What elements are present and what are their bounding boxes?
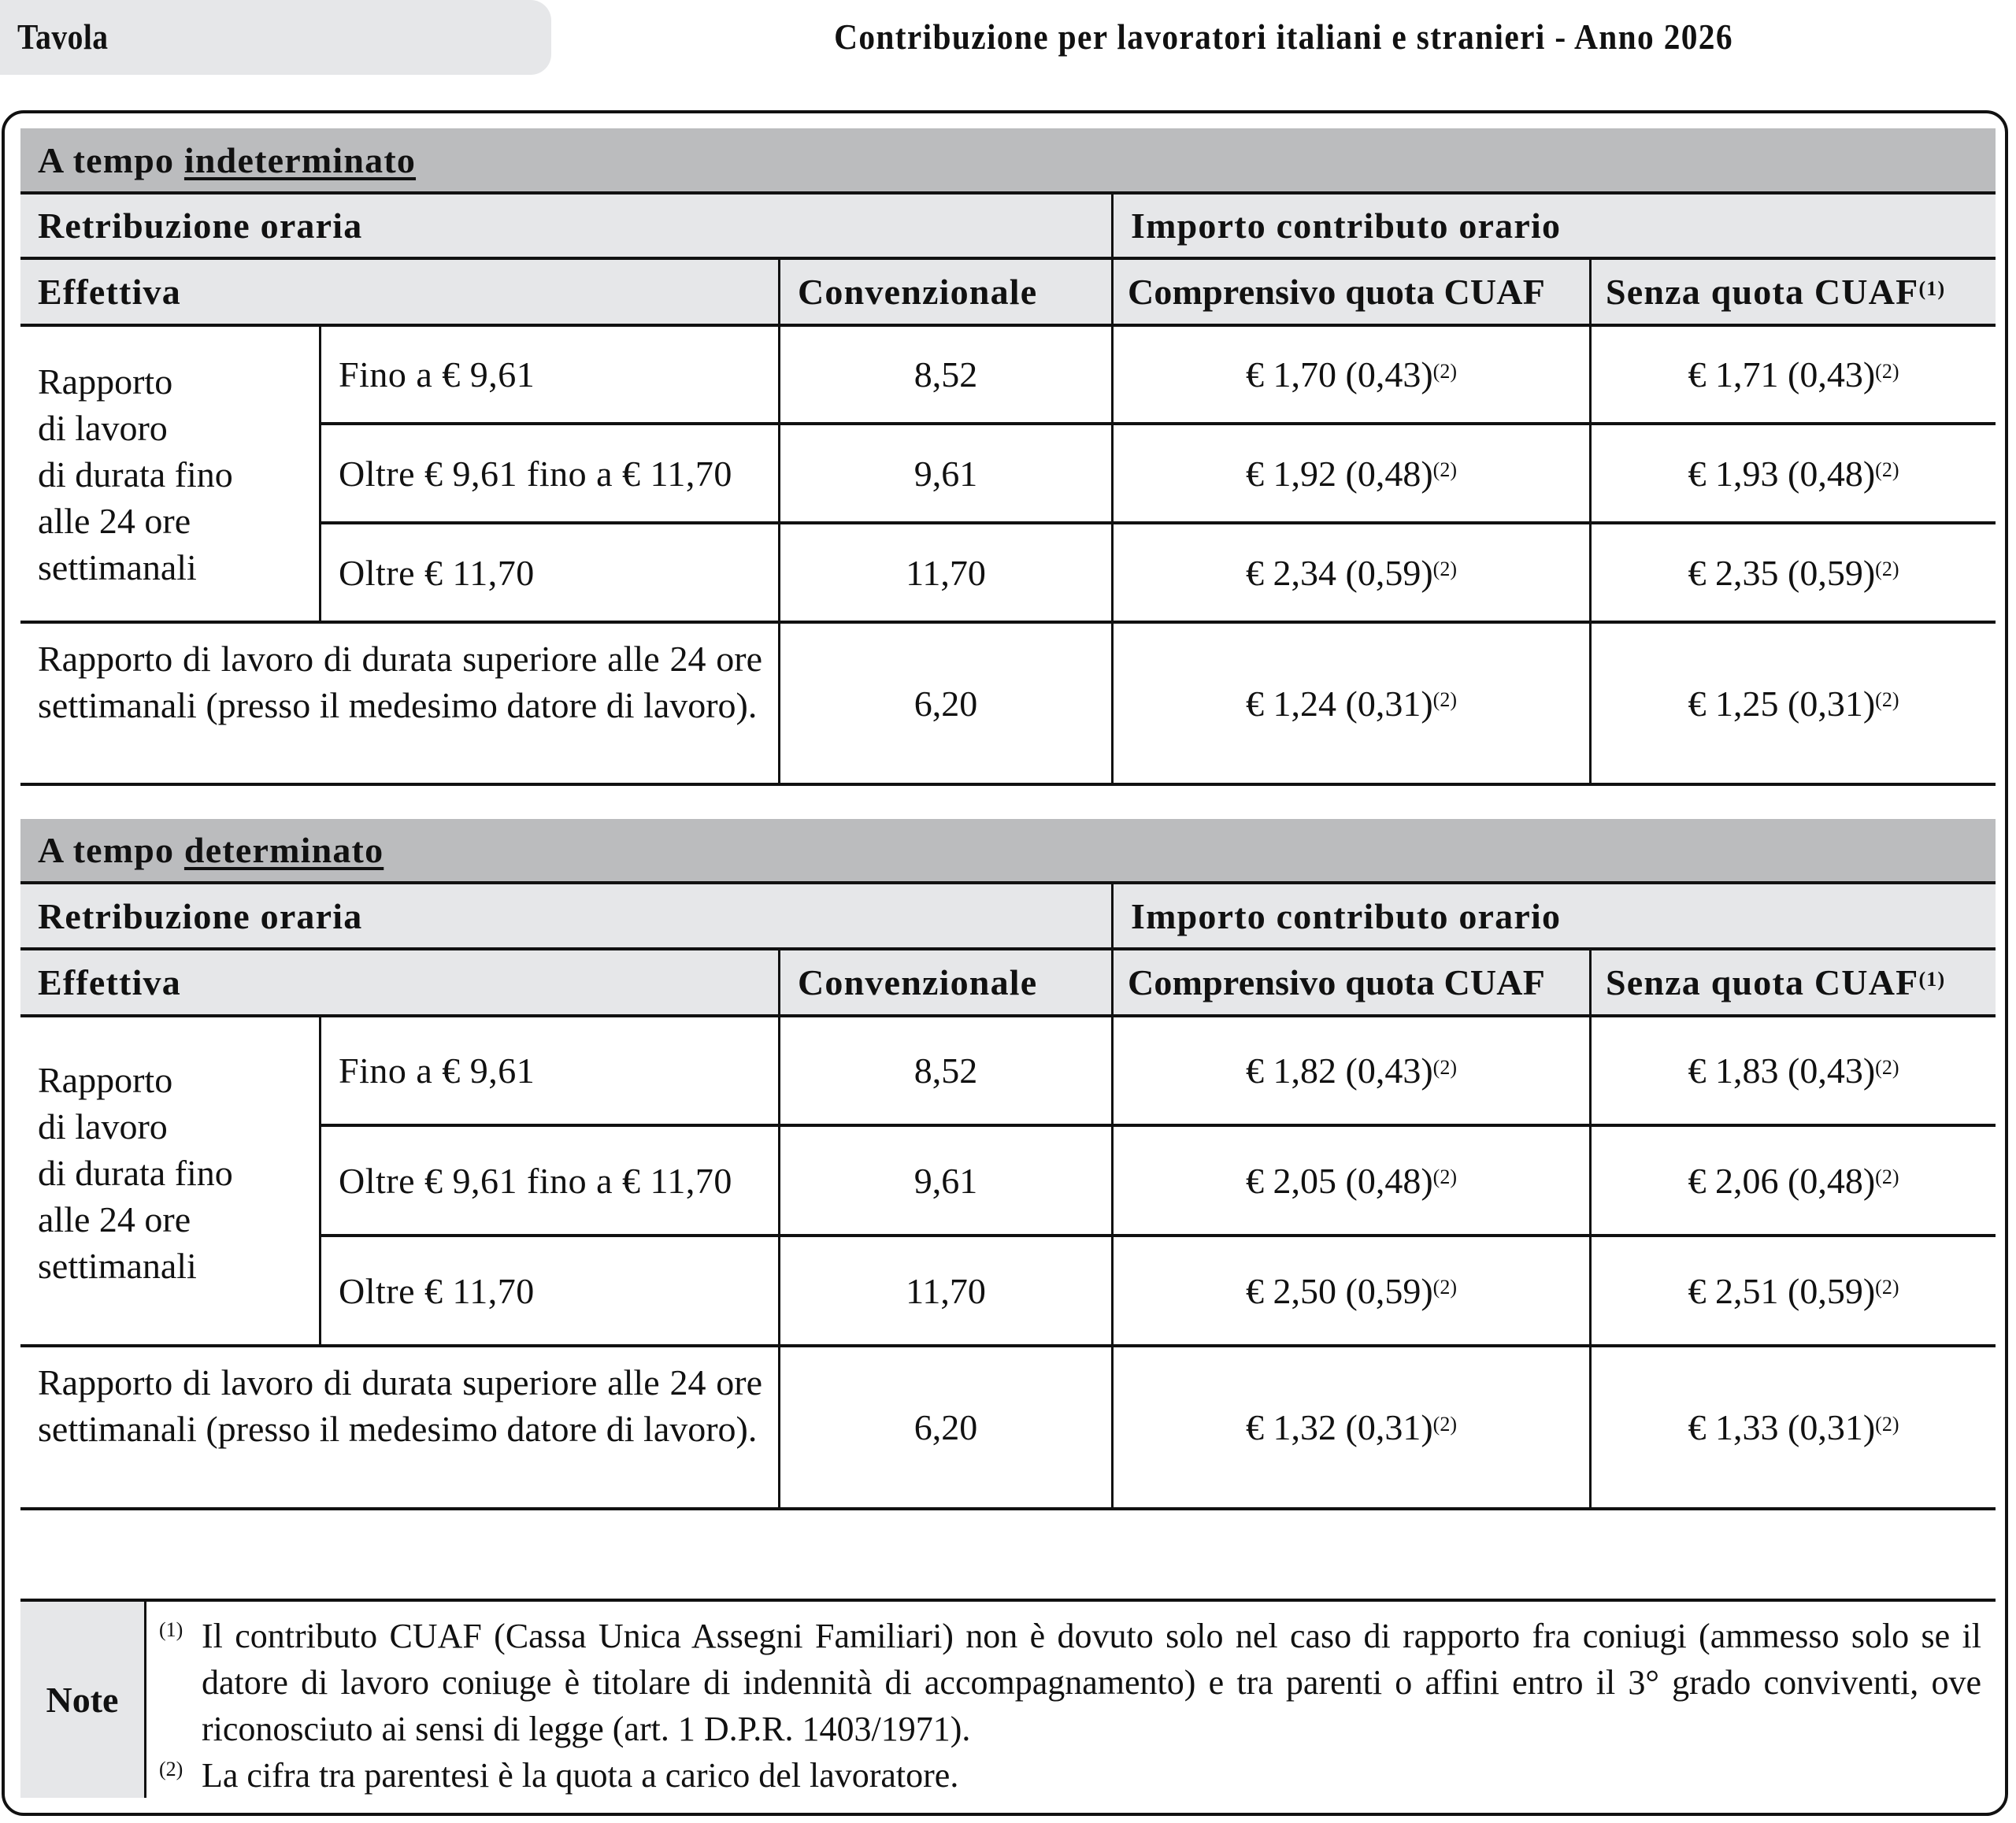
cell-comprensivo: € 2,34 (0,59) (2) xyxy=(1111,524,1589,621)
table-row xyxy=(319,1017,1996,1127)
group-label-line: Rapporto xyxy=(38,1060,173,1100)
cell-convenzionale: 8,52 xyxy=(778,327,1111,422)
header-convenzionale: Convenzionale xyxy=(778,950,1111,1014)
header-senza-cuaf-label: Senza quota CUAF xyxy=(1606,962,1919,1002)
cell-comprensivo: € 1,32 (0,31) (2) xyxy=(1111,1347,1589,1507)
subheader-row-2 xyxy=(20,950,1996,1017)
notes-body xyxy=(159,1613,1981,1799)
cell-effettiva: Oltre € 9,61 fino a € 11,70 xyxy=(319,1127,778,1234)
note-text: Il contributo CUAF (Cassa Unica Assegni Familiari) non è dovuto solo nel caso di rapporto fra coniugi (ammesso solo se il datore di lavoro coniuge è titolare di indennità di accompagnamento) e tra parenti o affini entro il 3° grado conviventi, ove riconosciuto ai sensi di legge (art. 1 D.P.R. 1403/1971). xyxy=(202,1617,1981,1748)
cell-convenzionale: 6,20 xyxy=(778,1347,1111,1507)
group-label-line: alle 24 ore xyxy=(38,1199,191,1239)
cell-convenzionale: 11,70 xyxy=(778,524,1111,621)
cell-comprensivo-value: € 1,24 (0,31) xyxy=(1246,683,1433,724)
section-title-underlined: indeterminato xyxy=(183,139,417,180)
table-row xyxy=(319,327,1996,425)
group-label-cell xyxy=(20,1017,319,1347)
group-label-line: alle 24 ore xyxy=(38,501,191,541)
cell-comprensivo-value: € 1,92 (0,48) xyxy=(1246,453,1433,494)
notes-label: Note xyxy=(20,1602,146,1798)
section-header xyxy=(20,128,1996,195)
table-row xyxy=(319,425,1996,524)
cell-comprensivo-value: € 1,32 (0,31) xyxy=(1246,1407,1433,1447)
note-text: La cifra tra parentesi è la quota a carico del lavoratore. xyxy=(202,1756,959,1795)
cell-senza-value: € 2,51 (0,59) xyxy=(1688,1270,1876,1311)
cell-senza-value: € 2,06 (0,48) xyxy=(1688,1160,1876,1201)
header-effettiva: Effettiva xyxy=(38,272,181,312)
header-retribuzione-oraria: Retribuzione oraria xyxy=(38,895,363,936)
cell-senza: € 1,93 (0,48) (2) xyxy=(1589,425,1996,521)
cell-senza-value: € 1,83 (0,43) xyxy=(1688,1050,1876,1091)
cell-effettiva: Oltre € 11,70 xyxy=(319,1237,778,1344)
note-number: (1) xyxy=(159,1618,183,1641)
header-importo-contributo: Importo contributo orario xyxy=(1111,884,1996,947)
cell-convenzionale: 11,70 xyxy=(778,1237,1111,1344)
cell-effettiva: Oltre € 9,61 fino a € 11,70 xyxy=(319,425,778,521)
group-label-line: Rapporto xyxy=(38,361,173,402)
group-label-line: settimanali xyxy=(38,1246,197,1286)
cell-senza: € 1,71 (0,43) (2) xyxy=(1589,327,1996,422)
group-label-line: di durata fino xyxy=(38,454,233,495)
table-section-determinato xyxy=(20,819,1996,1510)
section-title-prefix: A tempo xyxy=(38,830,184,870)
cell-comprensivo-value: € 2,50 (0,59) xyxy=(1246,1270,1433,1311)
cell-senza-value: € 1,93 (0,48) xyxy=(1688,453,1876,494)
subheader-row-1 xyxy=(20,884,1996,950)
header-retribuzione-oraria: Retribuzione oraria xyxy=(38,206,363,246)
cell-senza-value: € 1,25 (0,31) xyxy=(1688,683,1876,724)
header-comprensivo-cuaf: Comprensivo quota CUAF xyxy=(1111,260,1589,324)
cell-convenzionale: 9,61 xyxy=(778,1127,1111,1234)
table-row-over-24h xyxy=(20,624,1996,786)
cell-over-24h-label: Rapporto di lavoro di durata superiore alle 24 ore settimanali (presso il medesimo datore di lavoro). xyxy=(38,1362,762,1449)
cell-comprensivo-value: € 1,70 (0,43) xyxy=(1246,354,1433,395)
cell-over-24h-label: Rapporto di lavoro di durata superiore alle 24 ore settimanali (presso il medesimo datore di lavoro). xyxy=(38,638,762,725)
note-number: (2) xyxy=(159,1758,183,1780)
table-row xyxy=(319,1127,1996,1237)
note-item-2 xyxy=(159,1752,1981,1799)
cell-comprensivo: € 2,05 (0,48) (2) xyxy=(1111,1127,1589,1234)
tavola-label: Tavola xyxy=(17,17,109,57)
cell-senza: € 2,51 (0,59) (2) xyxy=(1589,1237,1996,1344)
cell-convenzionale: 9,61 xyxy=(778,425,1111,521)
header-senza-cuaf-label: Senza quota CUAF xyxy=(1606,272,1919,312)
section-title xyxy=(20,819,1996,881)
cell-comprensivo: € 2,50 (0,59) (2) xyxy=(1111,1237,1589,1344)
cell-effettiva: Fino a € 9,61 xyxy=(319,1017,778,1124)
header-effettiva: Effettiva xyxy=(38,962,181,1002)
header-importo-contributo: Importo contributo orario xyxy=(1111,195,1996,257)
group-label-line: di durata fino xyxy=(38,1153,233,1193)
cell-comprensivo: € 1,24 (0,31) (2) xyxy=(1111,624,1589,783)
table-section-indeterminato xyxy=(20,128,1996,786)
header-senza-cuaf: Senza quota CUAF (1) xyxy=(1589,260,1996,324)
section-title xyxy=(20,128,1996,191)
table-row xyxy=(319,1237,1996,1347)
cell-senza: € 1,83 (0,43) (2) xyxy=(1589,1017,1996,1124)
cell-over-24h-label-wrap xyxy=(20,1347,778,1507)
subheader-row-2 xyxy=(20,260,1996,327)
cell-effettiva: Oltre € 11,70 xyxy=(319,524,778,621)
table-row-over-24h xyxy=(20,1347,1996,1510)
cell-senza: € 2,35 (0,59) (2) xyxy=(1589,524,1996,621)
cell-senza-value: € 2,35 (0,59) xyxy=(1688,552,1876,593)
cell-senza-value: € 1,33 (0,31) xyxy=(1688,1407,1876,1447)
header-senza-cuaf: Senza quota CUAF (1) xyxy=(1589,950,1996,1014)
cell-comprensivo: € 1,82 (0,43) (2) xyxy=(1111,1017,1589,1124)
cell-comprensivo-value: € 1,82 (0,43) xyxy=(1246,1050,1433,1091)
subheader-row-1 xyxy=(20,195,1996,260)
cell-comprensivo-value: € 2,34 (0,59) xyxy=(1246,552,1433,593)
group-label-line: settimanali xyxy=(38,547,197,587)
cell-convenzionale: 6,20 xyxy=(778,624,1111,783)
cell-senza: € 1,25 (0,31) (2) xyxy=(1589,624,1996,783)
header-comprensivo-cuaf: Comprensivo quota CUAF xyxy=(1111,950,1589,1014)
cell-senza: € 1,33 (0,31) (2) xyxy=(1589,1347,1996,1507)
cell-over-24h-label-wrap xyxy=(20,624,778,783)
section-title-prefix: A tempo xyxy=(38,139,184,180)
section-title-underlined: determinato xyxy=(183,830,384,870)
cell-comprensivo-value: € 2,05 (0,48) xyxy=(1246,1160,1433,1201)
group-label-line: di lavoro xyxy=(38,408,168,448)
section-header xyxy=(20,819,1996,884)
tavola-tab xyxy=(0,0,551,75)
note-item-1 xyxy=(159,1613,1981,1752)
group-label xyxy=(38,1057,306,1289)
table-row xyxy=(319,524,1996,624)
cell-effettiva: Fino a € 9,61 xyxy=(319,327,778,422)
group-label-cell xyxy=(20,327,319,624)
notes-section xyxy=(20,1599,1996,1798)
cell-comprensivo: € 1,92 (0,48) (2) xyxy=(1111,425,1589,521)
cell-senza-value: € 1,71 (0,43) xyxy=(1688,354,1876,395)
group-label-line: di lavoro xyxy=(38,1106,168,1147)
group-label xyxy=(38,358,306,591)
header-convenzionale: Convenzionale xyxy=(778,260,1111,324)
cell-convenzionale: 8,52 xyxy=(778,1017,1111,1124)
document-title: Contribuzione per lavoratori italiani e stranieri - Anno 2026 xyxy=(834,17,1733,57)
cell-comprensivo: € 1,70 (0,43) (2) xyxy=(1111,327,1589,422)
cell-senza: € 2,06 (0,48) (2) xyxy=(1589,1127,1996,1234)
